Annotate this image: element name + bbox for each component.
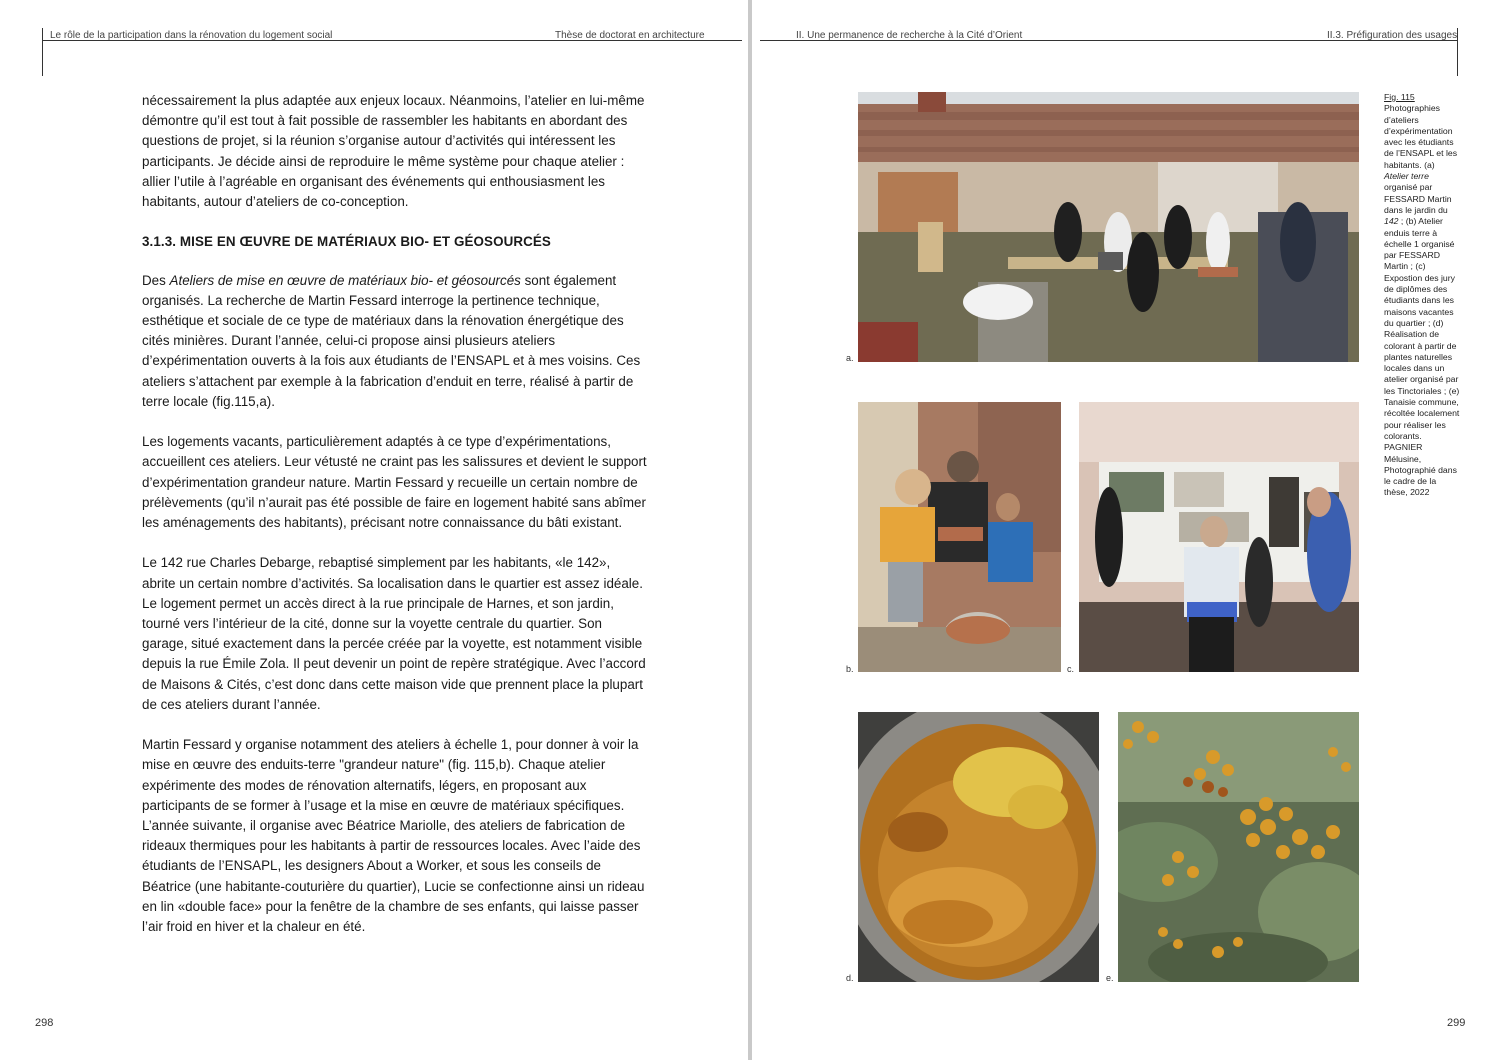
paragraph-1-lead: Des [142, 272, 170, 288]
caption-text-2: organisé par FESSARD Martin dans le jardin du [1384, 182, 1452, 215]
crop-mark [42, 28, 43, 76]
page-number: 298 [35, 1017, 54, 1029]
caption-italic-1: Atelier terre [1384, 171, 1429, 182]
running-head-right: II.3. Préfiguration des usages [1327, 30, 1458, 41]
left-page [0, 0, 748, 1060]
crop-mark [1457, 28, 1458, 76]
body-text [142, 91, 647, 957]
intro-paragraph: nécessairement la plus adaptée aux enjeux locaux. Néanmoins, l’atelier en lui-même démontre qu’il est tout à fait possible de rassembler les habitants en abordant des questions de projet, si la réunion s’organise autour d’activités qui intéressent les participants. Je décide ainsi de reproduire le même système pour chaque atelier : allier l’utile à l’agréable en organisant des événements qui enthousiasment les habitants, autour d’ateliers de co-conception. [142, 93, 645, 210]
figure-label-a: a. [846, 353, 854, 363]
paragraph-3: Le 142 rue Charles Debarge, rebaptisé simplement par les habitants, «le 142», abrite un certain nombre d’activités. Sa localisation dans le quartier est assez idéale. Le logement permet un accès direct à la rue principale de Harnes, et son jardin, tourné vers l’intérieur de la cité, donne sur la voyette centrale du quartier. Son garage, situé exactement dans la percée créée par la voyette, est notamment visible depuis la rue Émile Zola. Il peut devenir un point de repère stratégique. Avec l’accord de Maisons & Cités, c’est donc dans cette maison vide que prennent place la plupart de ces ateliers durant l’année. [142, 555, 646, 712]
caption-text-1: Photographies d’ateliers d’expérimentation avec les étudiants de l’ENSAPL et les habitants. (a) [1384, 103, 1458, 170]
figure-label-e: e. [1106, 973, 1114, 983]
photo-e-tansy-flowers [1118, 712, 1359, 982]
photo-b-earth-plaster-workshop [858, 402, 1061, 672]
paragraph-1-italic: Ateliers de mise en œuvre de matériaux bio- et géosourcés [169, 272, 521, 288]
figure-label-d: d. [846, 973, 854, 983]
photo-a-garden-workshop [858, 92, 1359, 362]
page-number: 299 [1447, 1017, 1466, 1029]
right-page [752, 0, 1500, 1060]
photo-d-dye-bath [858, 712, 1099, 982]
section-heading: 3.1.3. MISE EN ŒUVRE DE MATÉRIAUX BIO- ET GÉOSOURCÉS [142, 234, 551, 250]
paragraph-4: Martin Fessard y organise notamment des ateliers à échelle 1, pour donner à voir la mise en œuvre des enduits-terre "grandeur nature" (fig. 115,b). Chaque atelier expérimente des modes de rénovation alternatifs, légers, en proposant aux participants de se former à l’usage et la mise en œuvre de matériaux spécifiques. L’année suivante, il organise avec Béatrice Mariolle, des ateliers de fabrication de rideaux thermiques pour les habitants à partir de ressources locales. Avec l’aide des étudiants de l’ENSAPL, les designers About a Worker, et sous les conseils de Béatrice (une habitante-couturière du quartier), Lucie se confectionne ainsi un rideau en lin «double face» pour la fenêtre de la chambre de ses enfants, qui laisse passer l’air froid en hiver et la chaleur en été. [142, 737, 645, 935]
paragraph-1-rest: sont également organisés. La recherche de Martin Fessard interroge la pertinence technique, esthétique et sociale de ce type de matériaux dans la rénovation énergétique des cités minières. Durant l’année, celui-ci propose ainsi plusieurs ateliers d’expérimentation ouverts à la fois aux étudiants de l’ENSAPL et à mes voisins. Ces ateliers s’attachent par exemple à la fabrication d’enduit en terre, réalisé à partir de terre locale (fig.115,a). [142, 272, 641, 409]
running-head-left: Le rôle de la participation dans la rénovation du logement social [50, 30, 333, 41]
photo-c-exhibition [1079, 402, 1359, 672]
figure-label-c: c. [1067, 664, 1075, 674]
caption-text-3: ; (b) Atelier enduis terre à échelle 1 organisé par FESSARD Martin ; (c) Expostion des jury de diplômes des étudiants dans les maisons vacantes du quartier ; (d) Réalisation de colorant à partir de plantes naturelles locales dans un atelier organisé par les Tinctoriales ; (e) Tanaisie commune, récoltée localement pour réaliser les colorants. PAGNIER Mélusine, Photographié dans le cadre de la thèse, 2022 [1384, 216, 1460, 498]
caption-italic-2: 142 [1384, 216, 1399, 227]
caption-figure-ref: Fig. 115 [1384, 92, 1415, 102]
paragraph-1 [142, 271, 647, 412]
running-head-right: Thèse de doctorat en architecture [555, 30, 705, 41]
figure-caption [1384, 92, 1460, 499]
paragraph-2: Les logements vacants, particulièrement adaptés à ce type d’expérimentations, accueillent ces ateliers. Leur vétusté ne craint pas les salissures et devient le support d’expérimentation grandeur nature. Martin Fessard y recueille un certain nombre de prélèvements (qu’il n’aurait pas été possible de faire en logement habité sans abîmer les aménagements des habitants), précisant notre connaissance du bâti existant. [142, 434, 647, 531]
figure-label-b: b. [846, 664, 854, 674]
running-head-left: II. Une permanence de recherche à la Cité d’Orient [796, 30, 1023, 41]
